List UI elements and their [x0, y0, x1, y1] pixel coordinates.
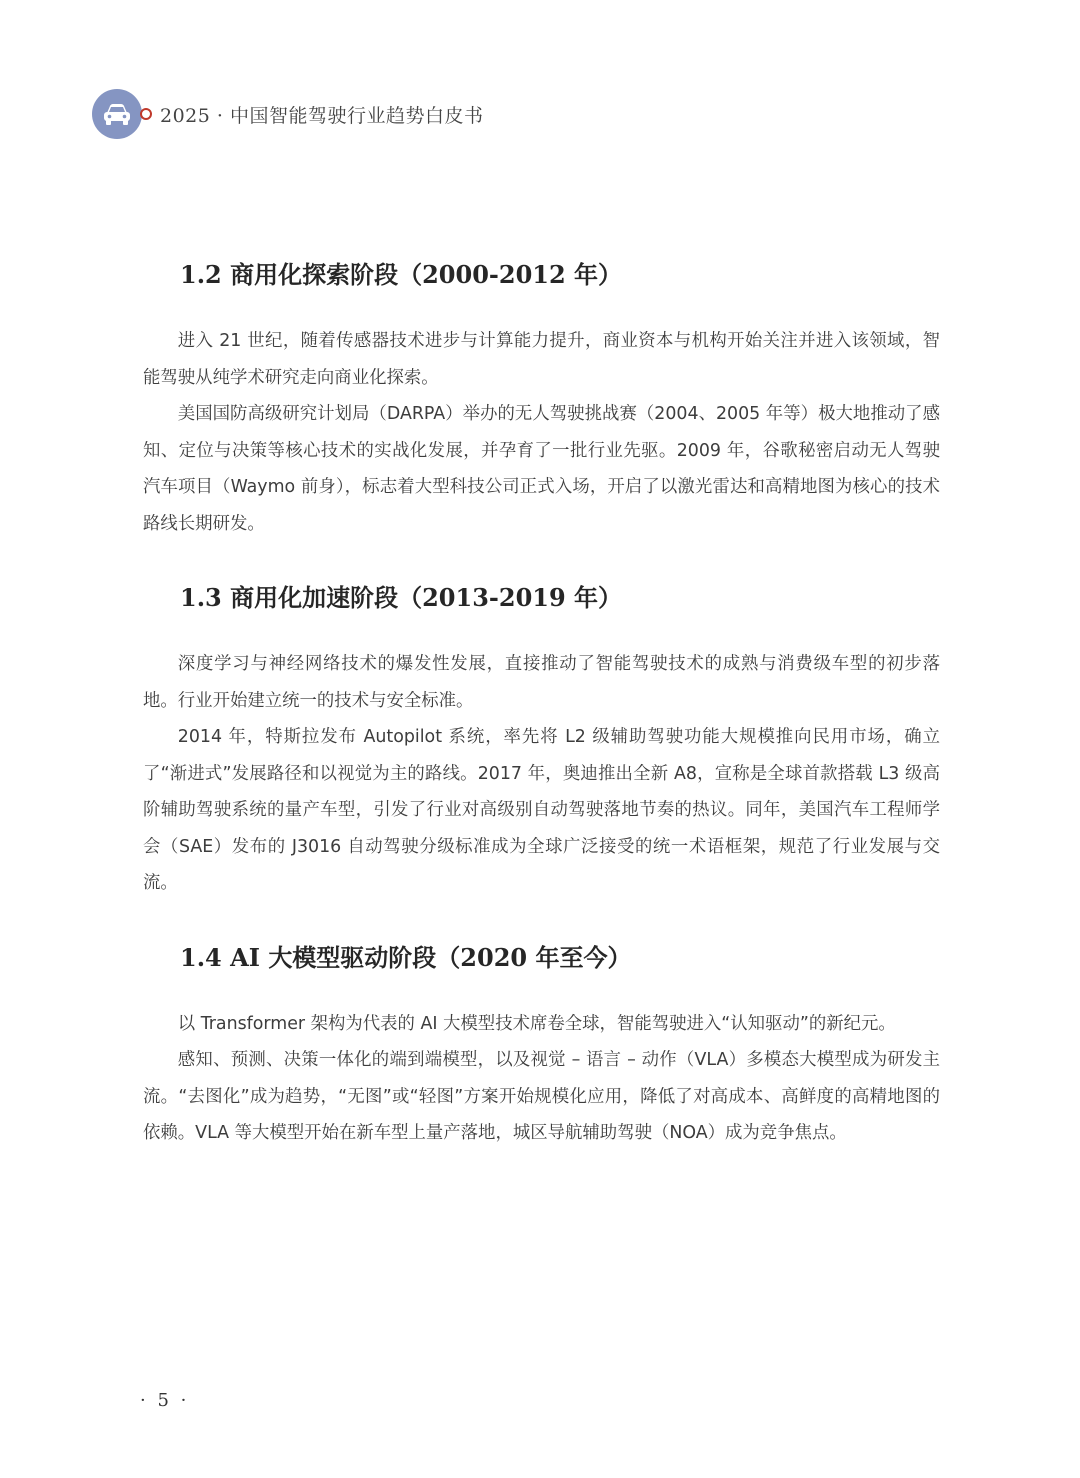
- header-connector-dot: [140, 108, 152, 120]
- paragraph: 以 Transformer 架构为代表的 AI 大模型技术席卷全球，智能驾驶进入“认知驱动”的新纪元。: [177, 1013, 896, 1034]
- header-title: 2025 · 中国智能驾驶行业趋势白皮书: [160, 104, 484, 127]
- paragraph: 感知、预测、决策一体化的端到端模型，以及视觉 – 语言 – 动作（VLA）多模态大模型成为研发主流。“去图化”成为趋势，“无图”或“轻图”方案开始规模化应用，降低了对高成本、高鲜度的高精地图的依赖。VLA 等大模型开始在新车型上量产落地，城区导航辅助驾驶（NOA）成为竞争焦点。: [143, 1050, 940, 1143]
- section-heading: 1.3 商用化加速阶段（2013-2019 年）: [180, 583, 623, 612]
- paragraph: 美国国防高级研究计划局（DARPA）举办的无人驾驶挑战赛（2004、2005 年等）极大地推动了感知、定位与决策等核心技术的实战化发展，并孕育了一批行业先驱。2009 年，谷歌秘密启动无人驾驶汽车项目（Waymo 前身），标志着大型科技公司正式入场，开启了以激光雷达和高精地图为核心的技术路线长期研发。: [143, 404, 940, 534]
- section-1-3: [143, 578, 940, 902]
- section-heading: 1.2 商用化探索阶段（2000-2012 年）: [180, 260, 623, 289]
- section-1-2: [143, 255, 940, 542]
- page-content: [143, 255, 940, 1152]
- car-icon: [101, 102, 133, 126]
- paragraph: 深度学习与神经网络技术的爆发性发展，直接推动了智能驾驶技术的成熟与消费级车型的初步落地。行业开始建立统一的技术与安全标准。: [143, 654, 940, 711]
- logo-badge: [92, 89, 142, 139]
- running-header: [92, 88, 483, 140]
- page-number: · 5 ·: [140, 1390, 190, 1411]
- paragraph: 进入 21 世纪，随着传感器技术进步与计算能力提升，商业资本与机构开始关注并进入该领域，智能驾驶从纯学术研究走向商业化探索。: [143, 331, 940, 388]
- section-1-4: [143, 938, 940, 1152]
- section-heading: 1.4 AI 大模型驱动阶段（2020 年至今）: [180, 942, 632, 972]
- paragraph: 2014 年，特斯拉发布 Autopilot 系统，率先将 L2 级辅助驾驶功能大规模推向民用市场，确立了“渐进式”发展路径和以视觉为主的路线。2017 年，奥迪推出全新 A8，宣称是全球首款搭载 L3 级高阶辅助驾驶系统的量产车型，引发了行业对高级别自动驾驶落地节奏的热议。同年，美国汽车工程师学会（SAE）发布的 J3016 自动驾驶分级标准成为全球广泛接受的统一术语框架，规范了行业发展与交流。: [143, 727, 940, 893]
